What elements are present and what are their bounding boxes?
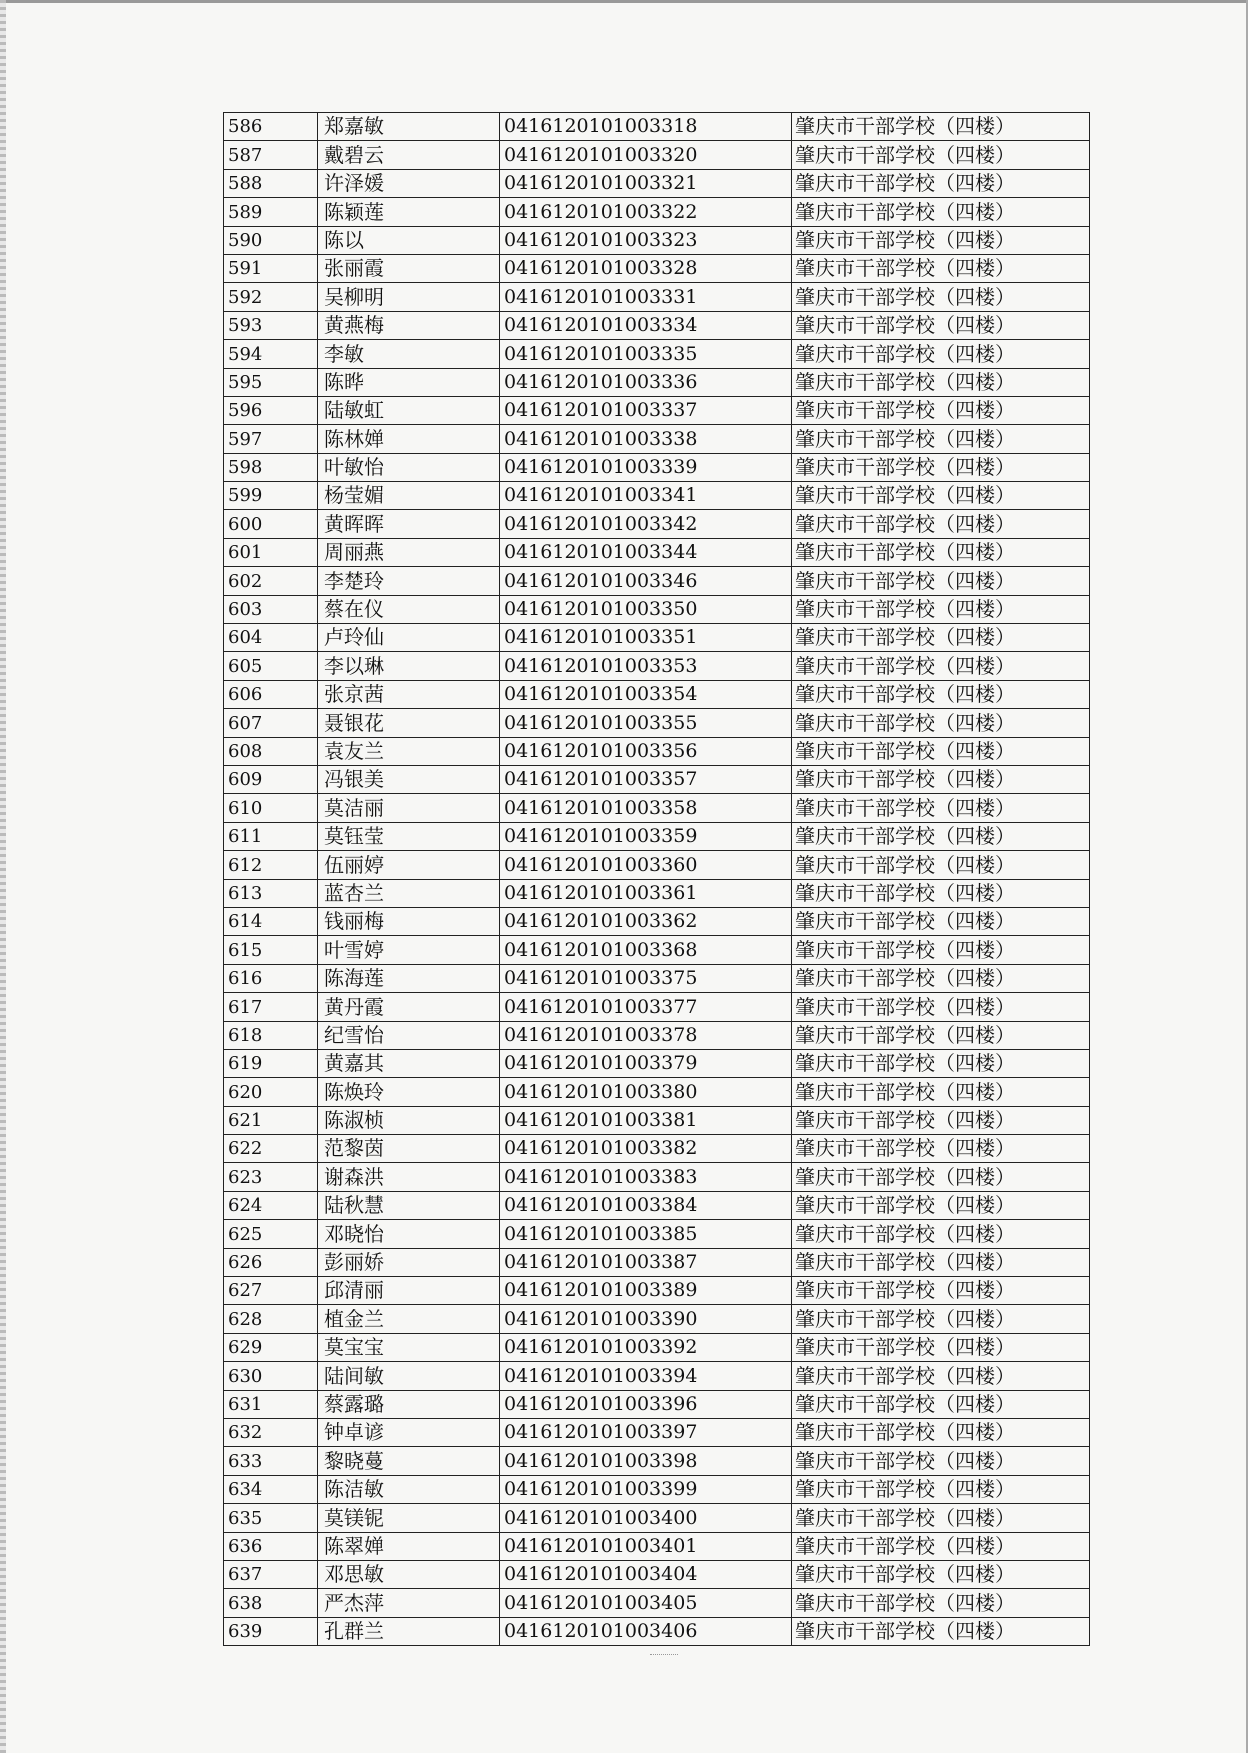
candidate-name: 叶雪婷: [318, 936, 500, 964]
row-number: 608: [224, 737, 318, 765]
exam-location: 肇庆市干部学校（四楼）: [792, 1078, 1090, 1106]
exam-location: 肇庆市干部学校（四楼）: [792, 1220, 1090, 1248]
table-row: [224, 254, 1090, 282]
candidate-name: 莫镁铌: [318, 1504, 500, 1532]
table-row: [224, 1305, 1090, 1333]
row-number: 634: [224, 1475, 318, 1503]
ticket-number: 0416120101003377: [500, 993, 792, 1021]
exam-location: 肇庆市干部学校（四楼）: [792, 936, 1090, 964]
ticket-number: 0416120101003337: [500, 396, 792, 424]
row-number: 632: [224, 1418, 318, 1446]
row-number: 607: [224, 709, 318, 737]
candidate-name: 莫钰莹: [318, 822, 500, 850]
ticket-number: 0416120101003381: [500, 1106, 792, 1134]
candidate-name: 陈洁敏: [318, 1475, 500, 1503]
candidate-name: 蔡在仪: [318, 595, 500, 623]
table-row: [224, 1333, 1090, 1361]
row-number: 596: [224, 396, 318, 424]
exam-location: 肇庆市干部学校（四楼）: [792, 1305, 1090, 1333]
candidate-name: 钱丽梅: [318, 907, 500, 935]
exam-location: 肇庆市干部学校（四楼）: [792, 453, 1090, 481]
row-number: 628: [224, 1305, 318, 1333]
candidate-name: 纪雪怡: [318, 1021, 500, 1049]
exam-location: 肇庆市干部学校（四楼）: [792, 1049, 1090, 1077]
ticket-number: 0416120101003379: [500, 1049, 792, 1077]
table-row: [224, 964, 1090, 992]
table-row: [224, 624, 1090, 652]
exam-location: 肇庆市干部学校（四楼）: [792, 879, 1090, 907]
exam-location: 肇庆市干部学校（四楼）: [792, 141, 1090, 169]
table-row: [224, 113, 1090, 141]
candidate-name: 许泽媛: [318, 169, 500, 197]
exam-location: 肇庆市干部学校（四楼）: [792, 169, 1090, 197]
candidate-name: 黄丹霞: [318, 993, 500, 1021]
row-number: 590: [224, 226, 318, 254]
ticket-number: 0416120101003400: [500, 1504, 792, 1532]
table-row: [224, 1135, 1090, 1163]
candidate-name: 彭丽娇: [318, 1248, 500, 1276]
candidate-name: 陈颖莲: [318, 198, 500, 226]
table-row: [224, 1475, 1090, 1503]
candidate-name: 陆秋慧: [318, 1191, 500, 1219]
candidate-name: 伍丽婷: [318, 851, 500, 879]
ticket-number: 0416120101003394: [500, 1362, 792, 1390]
ticket-number: 0416120101003359: [500, 822, 792, 850]
exam-location: 肇庆市干部学校（四楼）: [792, 652, 1090, 680]
table-row: [224, 595, 1090, 623]
row-number: 631: [224, 1390, 318, 1418]
table-row: [224, 1078, 1090, 1106]
table-row: [224, 851, 1090, 879]
ticket-number: 0416120101003351: [500, 624, 792, 652]
ticket-number: 0416120101003406: [500, 1617, 792, 1645]
ticket-number: 0416120101003341: [500, 482, 792, 510]
ticket-number: 0416120101003405: [500, 1589, 792, 1617]
ticket-number: 0416120101003404: [500, 1560, 792, 1588]
table-row: [224, 141, 1090, 169]
candidate-name: 范黎茵: [318, 1135, 500, 1163]
table-row: [224, 993, 1090, 1021]
exam-location: 肇庆市干部学校（四楼）: [792, 254, 1090, 282]
ticket-number: 0416120101003353: [500, 652, 792, 680]
candidate-name: 陈晔: [318, 368, 500, 396]
table-row: [224, 652, 1090, 680]
candidate-name: 陆敏虹: [318, 396, 500, 424]
candidate-name: 莫洁丽: [318, 794, 500, 822]
candidate-name: 黄晖晖: [318, 510, 500, 538]
ticket-number: 0416120101003362: [500, 907, 792, 935]
ticket-number: 0416120101003368: [500, 936, 792, 964]
table-row: [224, 737, 1090, 765]
table-row: [224, 1106, 1090, 1134]
candidate-name: 陈淑桢: [318, 1106, 500, 1134]
row-number: 589: [224, 198, 318, 226]
row-number: 623: [224, 1163, 318, 1191]
table-row: [224, 1220, 1090, 1248]
candidate-name: 陆间敏: [318, 1362, 500, 1390]
candidate-name: 袁友兰: [318, 737, 500, 765]
ticket-number: 0416120101003331: [500, 283, 792, 311]
row-number: 591: [224, 254, 318, 282]
exam-location: 肇庆市干部学校（四楼）: [792, 1390, 1090, 1418]
row-number: 604: [224, 624, 318, 652]
table-row: [224, 510, 1090, 538]
table-row: [224, 1504, 1090, 1532]
table-row: [224, 538, 1090, 566]
row-number: 613: [224, 879, 318, 907]
table-row: [224, 567, 1090, 595]
row-number: 592: [224, 283, 318, 311]
ticket-number: 0416120101003380: [500, 1078, 792, 1106]
table-row: [224, 1418, 1090, 1446]
exam-location: 肇庆市干部学校（四楼）: [792, 510, 1090, 538]
row-number: 638: [224, 1589, 318, 1617]
row-number: 598: [224, 453, 318, 481]
candidate-name: 李以琳: [318, 652, 500, 680]
exam-location: 肇庆市干部学校（四楼）: [792, 1163, 1090, 1191]
table-row: [224, 396, 1090, 424]
row-number: 618: [224, 1021, 318, 1049]
exam-location: 肇庆市干部学校（四楼）: [792, 1617, 1090, 1645]
row-number: 586: [224, 113, 318, 141]
candidate-name: 聂银花: [318, 709, 500, 737]
ticket-number: 0416120101003392: [500, 1333, 792, 1361]
scan-speck: [650, 1654, 678, 1659]
exam-location: 肇庆市干部学校（四楼）: [792, 283, 1090, 311]
table-row: [224, 1248, 1090, 1276]
row-number: 588: [224, 169, 318, 197]
table-row: [224, 425, 1090, 453]
row-number: 597: [224, 425, 318, 453]
ticket-number: 0416120101003318: [500, 113, 792, 141]
exam-location: 肇庆市干部学校（四楼）: [792, 311, 1090, 339]
row-number: 635: [224, 1504, 318, 1532]
ticket-number: 0416120101003335: [500, 340, 792, 368]
table-row: [224, 907, 1090, 935]
table-row: [224, 311, 1090, 339]
exam-location: 肇庆市干部学校（四楼）: [792, 113, 1090, 141]
exam-location: 肇庆市干部学校（四楼）: [792, 907, 1090, 935]
row-number: 636: [224, 1532, 318, 1560]
candidate-name: 卢玲仙: [318, 624, 500, 652]
row-number: 615: [224, 936, 318, 964]
row-number: 633: [224, 1447, 318, 1475]
table-row: [224, 1390, 1090, 1418]
candidate-name: 邓思敏: [318, 1560, 500, 1588]
candidate-name: 张丽霞: [318, 254, 500, 282]
table-row: [224, 709, 1090, 737]
ticket-number: 0416120101003322: [500, 198, 792, 226]
row-number: 610: [224, 794, 318, 822]
exam-location: 肇庆市干部学校（四楼）: [792, 1362, 1090, 1390]
candidate-name: 杨莹媚: [318, 482, 500, 510]
exam-location: 肇庆市干部学校（四楼）: [792, 368, 1090, 396]
table-row: [224, 1163, 1090, 1191]
row-number: 606: [224, 680, 318, 708]
ticket-number: 0416120101003375: [500, 964, 792, 992]
table-row: [224, 1589, 1090, 1617]
candidate-name: 陈海莲: [318, 964, 500, 992]
table-row: [224, 936, 1090, 964]
candidate-name: 李敏: [318, 340, 500, 368]
table-row: [224, 198, 1090, 226]
exam-location: 肇庆市干部学校（四楼）: [792, 1021, 1090, 1049]
candidate-name: 陈以: [318, 226, 500, 254]
row-number: 624: [224, 1191, 318, 1219]
roster-table: [223, 112, 1090, 1646]
exam-location: 肇庆市干部学校（四楼）: [792, 1106, 1090, 1134]
row-number: 587: [224, 141, 318, 169]
ticket-number: 0416120101003346: [500, 567, 792, 595]
table-row: [224, 368, 1090, 396]
row-number: 616: [224, 964, 318, 992]
exam-location: 肇庆市干部学校（四楼）: [792, 1135, 1090, 1163]
table-row: [224, 226, 1090, 254]
exam-location: 肇庆市干部学校（四楼）: [792, 1447, 1090, 1475]
exam-location: 肇庆市干部学校（四楼）: [792, 822, 1090, 850]
ticket-number: 0416120101003390: [500, 1305, 792, 1333]
scan-edge-left: [0, 0, 6, 1753]
exam-location: 肇庆市干部学校（四楼）: [792, 1475, 1090, 1503]
ticket-number: 0416120101003356: [500, 737, 792, 765]
ticket-number: 0416120101003399: [500, 1475, 792, 1503]
table-row: [224, 680, 1090, 708]
table-row: [224, 169, 1090, 197]
candidate-name: 吴柳明: [318, 283, 500, 311]
exam-location: 肇庆市干部学校（四楼）: [792, 964, 1090, 992]
table-row: [224, 1191, 1090, 1219]
exam-location: 肇庆市干部学校（四楼）: [792, 226, 1090, 254]
table-row: [224, 340, 1090, 368]
table-row: [224, 283, 1090, 311]
ticket-number: 0416120101003342: [500, 510, 792, 538]
exam-location: 肇庆市干部学校（四楼）: [792, 1277, 1090, 1305]
exam-location: 肇庆市干部学校（四楼）: [792, 737, 1090, 765]
candidate-name: 冯银美: [318, 765, 500, 793]
row-number: 619: [224, 1049, 318, 1077]
candidate-name: 陈翠婵: [318, 1532, 500, 1560]
candidate-name: 张京茜: [318, 680, 500, 708]
exam-location: 肇庆市干部学校（四楼）: [792, 396, 1090, 424]
candidate-name: 蔡露璐: [318, 1390, 500, 1418]
ticket-number: 0416120101003378: [500, 1021, 792, 1049]
candidate-name: 谢森洪: [318, 1163, 500, 1191]
candidate-name: 黄燕梅: [318, 311, 500, 339]
row-number: 600: [224, 510, 318, 538]
row-number: 594: [224, 340, 318, 368]
exam-location: 肇庆市干部学校（四楼）: [792, 851, 1090, 879]
candidate-name: 叶敏怡: [318, 453, 500, 481]
exam-location: 肇庆市干部学校（四楼）: [792, 1333, 1090, 1361]
table-row: [224, 453, 1090, 481]
ticket-number: 0416120101003320: [500, 141, 792, 169]
exam-location: 肇庆市干部学校（四楼）: [792, 1248, 1090, 1276]
row-number: 639: [224, 1617, 318, 1645]
ticket-number: 0416120101003336: [500, 368, 792, 396]
row-number: 620: [224, 1078, 318, 1106]
row-number: 637: [224, 1560, 318, 1588]
row-number: 605: [224, 652, 318, 680]
exam-location: 肇庆市干部学校（四楼）: [792, 1504, 1090, 1532]
exam-location: 肇庆市干部学校（四楼）: [792, 1418, 1090, 1446]
table-row: [224, 1049, 1090, 1077]
exam-location: 肇庆市干部学校（四楼）: [792, 709, 1090, 737]
candidate-name: 黎晓蔓: [318, 1447, 500, 1475]
row-number: 593: [224, 311, 318, 339]
ticket-number: 0416120101003355: [500, 709, 792, 737]
ticket-number: 0416120101003338: [500, 425, 792, 453]
candidate-name: 周丽燕: [318, 538, 500, 566]
table-row: [224, 879, 1090, 907]
exam-location: 肇庆市干部学校（四楼）: [792, 794, 1090, 822]
candidate-name: 邱清丽: [318, 1277, 500, 1305]
row-number: 627: [224, 1277, 318, 1305]
ticket-number: 0416120101003387: [500, 1248, 792, 1276]
ticket-number: 0416120101003358: [500, 794, 792, 822]
exam-location: 肇庆市干部学校（四楼）: [792, 482, 1090, 510]
roster-body: [224, 113, 1090, 1646]
candidate-name: 陈焕玲: [318, 1078, 500, 1106]
ticket-number: 0416120101003339: [500, 453, 792, 481]
table-row: [224, 794, 1090, 822]
table-row: [224, 1277, 1090, 1305]
table-row: [224, 822, 1090, 850]
ticket-number: 0416120101003357: [500, 765, 792, 793]
ticket-number: 0416120101003396: [500, 1390, 792, 1418]
row-number: 595: [224, 368, 318, 396]
exam-location: 肇庆市干部学校（四楼）: [792, 1532, 1090, 1560]
row-number: 603: [224, 595, 318, 623]
candidate-name: 郑嘉敏: [318, 113, 500, 141]
row-number: 599: [224, 482, 318, 510]
row-number: 602: [224, 567, 318, 595]
table-row: [224, 1021, 1090, 1049]
row-number: 614: [224, 907, 318, 935]
exam-location: 肇庆市干部学校（四楼）: [792, 340, 1090, 368]
ticket-number: 0416120101003397: [500, 1418, 792, 1446]
row-number: 612: [224, 851, 318, 879]
row-number: 626: [224, 1248, 318, 1276]
row-number: 617: [224, 993, 318, 1021]
exam-location: 肇庆市干部学校（四楼）: [792, 198, 1090, 226]
candidate-name: 蓝杏兰: [318, 879, 500, 907]
ticket-number: 0416120101003334: [500, 311, 792, 339]
candidate-name: 孔群兰: [318, 1617, 500, 1645]
candidate-name: 戴碧云: [318, 141, 500, 169]
ticket-number: 0416120101003344: [500, 538, 792, 566]
ticket-number: 0416120101003383: [500, 1163, 792, 1191]
ticket-number: 0416120101003389: [500, 1277, 792, 1305]
candidate-name: 黄嘉其: [318, 1049, 500, 1077]
exam-location: 肇庆市干部学校（四楼）: [792, 1191, 1090, 1219]
candidate-name: 严杰萍: [318, 1589, 500, 1617]
exam-location: 肇庆市干部学校（四楼）: [792, 1560, 1090, 1588]
ticket-number: 0416120101003382: [500, 1135, 792, 1163]
exam-location: 肇庆市干部学校（四楼）: [792, 1589, 1090, 1617]
exam-location: 肇庆市干部学校（四楼）: [792, 425, 1090, 453]
candidate-name: 陈林婵: [318, 425, 500, 453]
candidate-name: 莫宝宝: [318, 1333, 500, 1361]
candidate-name: 邓晓怡: [318, 1220, 500, 1248]
row-number: 601: [224, 538, 318, 566]
candidate-name: 钟卓谚: [318, 1418, 500, 1446]
ticket-number: 0416120101003385: [500, 1220, 792, 1248]
table-row: [224, 1532, 1090, 1560]
ticket-number: 0416120101003354: [500, 680, 792, 708]
ticket-number: 0416120101003323: [500, 226, 792, 254]
table-row: [224, 1617, 1090, 1645]
row-number: 630: [224, 1362, 318, 1390]
ticket-number: 0416120101003398: [500, 1447, 792, 1475]
row-number: 611: [224, 822, 318, 850]
row-number: 622: [224, 1135, 318, 1163]
exam-location: 肇庆市干部学校（四楼）: [792, 993, 1090, 1021]
ticket-number: 0416120101003361: [500, 879, 792, 907]
table-row: [224, 765, 1090, 793]
row-number: 621: [224, 1106, 318, 1134]
table-row: [224, 1362, 1090, 1390]
exam-location: 肇庆市干部学校（四楼）: [792, 567, 1090, 595]
ticket-number: 0416120101003384: [500, 1191, 792, 1219]
row-number: 625: [224, 1220, 318, 1248]
exam-location: 肇庆市干部学校（四楼）: [792, 538, 1090, 566]
ticket-number: 0416120101003401: [500, 1532, 792, 1560]
candidate-name: 植金兰: [318, 1305, 500, 1333]
exam-location: 肇庆市干部学校（四楼）: [792, 595, 1090, 623]
table-row: [224, 1560, 1090, 1588]
exam-location: 肇庆市干部学校（四楼）: [792, 680, 1090, 708]
row-number: 609: [224, 765, 318, 793]
ticket-number: 0416120101003328: [500, 254, 792, 282]
ticket-number: 0416120101003321: [500, 169, 792, 197]
exam-location: 肇庆市干部学校（四楼）: [792, 765, 1090, 793]
exam-location: 肇庆市干部学校（四楼）: [792, 624, 1090, 652]
row-number: 629: [224, 1333, 318, 1361]
ticket-number: 0416120101003350: [500, 595, 792, 623]
table-row: [224, 482, 1090, 510]
table-row: [224, 1447, 1090, 1475]
candidate-name: 李楚玲: [318, 567, 500, 595]
ticket-number: 0416120101003360: [500, 851, 792, 879]
scan-edge-top: [0, 0, 1248, 3]
